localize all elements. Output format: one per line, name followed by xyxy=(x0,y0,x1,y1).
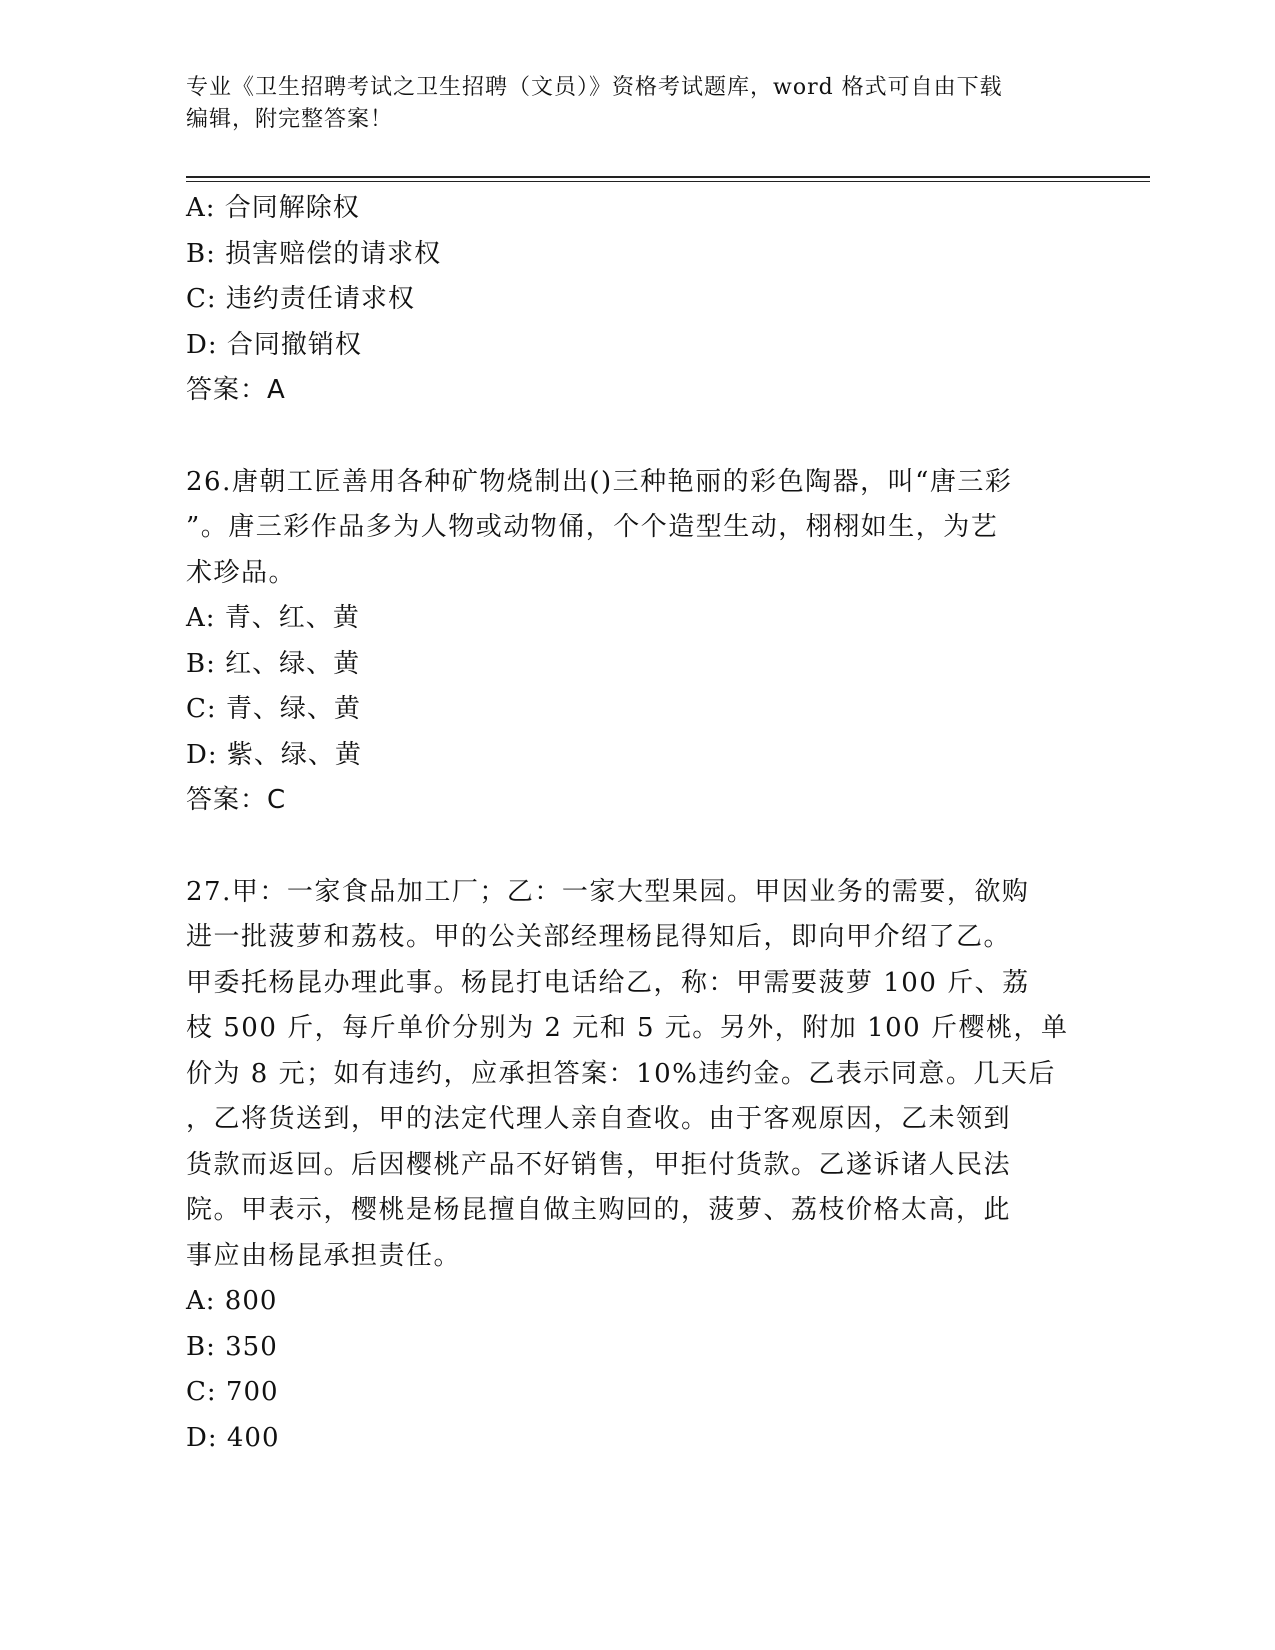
answer: 答案：A xyxy=(186,375,286,405)
option-b: B: 损害赔偿的请求权 xyxy=(186,238,442,269)
option-c: C: 700 xyxy=(186,1377,279,1407)
question-text-line: 货款而返回。后因樱桃产品不好销售，甲拒付货款。乙遂诉诸人民法 xyxy=(186,1149,1012,1180)
option-d: D: 紫、绿、黄 xyxy=(186,739,362,770)
question-26 xyxy=(186,460,1076,824)
question-text-line: ，乙将货送到，甲的法定代理人亲自查收。由于客观原因，乙未领到 xyxy=(186,1104,1012,1134)
option-a: A: 合同解除权 xyxy=(186,193,360,223)
option-c: C: 青、绿、黄 xyxy=(186,694,361,724)
option-a: A: 青、红、黄 xyxy=(186,603,360,633)
question-27 xyxy=(186,870,1076,1462)
question-25 xyxy=(186,186,1076,414)
question-text-line: 事应由杨昆承担责任。 xyxy=(186,1240,462,1271)
header-divider-thin xyxy=(186,181,1150,182)
header-divider-thick xyxy=(186,176,1150,178)
header-line-1: 专业《卫生招聘考试之卫生招聘（文员）》资格考试题库，word 格式可自由下载 xyxy=(186,75,1003,100)
answer: 答案：C xyxy=(186,785,287,815)
document-header xyxy=(186,72,1066,136)
option-b: B: 350 xyxy=(186,1331,278,1362)
option-b: B: 红、绿、黄 xyxy=(186,648,361,679)
option-d: D: 合同撤销权 xyxy=(186,329,362,360)
question-list xyxy=(186,186,1076,1461)
question-text-line: 术珍品。 xyxy=(186,557,297,588)
header-line-2: 编辑，附完整答案！ xyxy=(186,107,394,132)
question-text-line: 院。甲表示，樱桃是杨昆擅自做主购回的，菠萝、荔枝价格太高，此 xyxy=(186,1195,1012,1225)
question-text-line: 27.甲：一家食品加工厂；乙：一家大型果园。甲因业务的需要，欲购 xyxy=(186,876,1030,907)
question-text-line: 26.唐朝工匠善用各种矿物烧制出()三种艳丽的彩色陶器，叫“唐三彩 xyxy=(186,466,1013,497)
question-text-line: 价为 8 元；如有违约，应承担答案：10%违约金。乙表示同意。几天后 xyxy=(186,1058,1056,1089)
question-text-line: 甲委托杨昆办理此事。杨昆打电话给乙，称：甲需要菠萝 100 斤、荔 xyxy=(186,967,1030,998)
question-text-line: ”。唐三彩作品多为人物或动物俑，个个造型生动，栩栩如生，为艺 xyxy=(186,512,999,542)
option-d: D: 400 xyxy=(186,1422,280,1453)
option-c: C: 违约责任请求权 xyxy=(186,284,415,314)
question-text-line: 进一批菠萝和荔枝。甲的公关部经理杨昆得知后，即向甲介绍了乙。 xyxy=(186,922,1012,952)
question-text-line: 枝 500 斤，每斤单价分别为 2 元和 5 元。另外，附加 100 斤樱桃，单 xyxy=(186,1013,1069,1043)
option-a: A: 800 xyxy=(186,1286,278,1316)
